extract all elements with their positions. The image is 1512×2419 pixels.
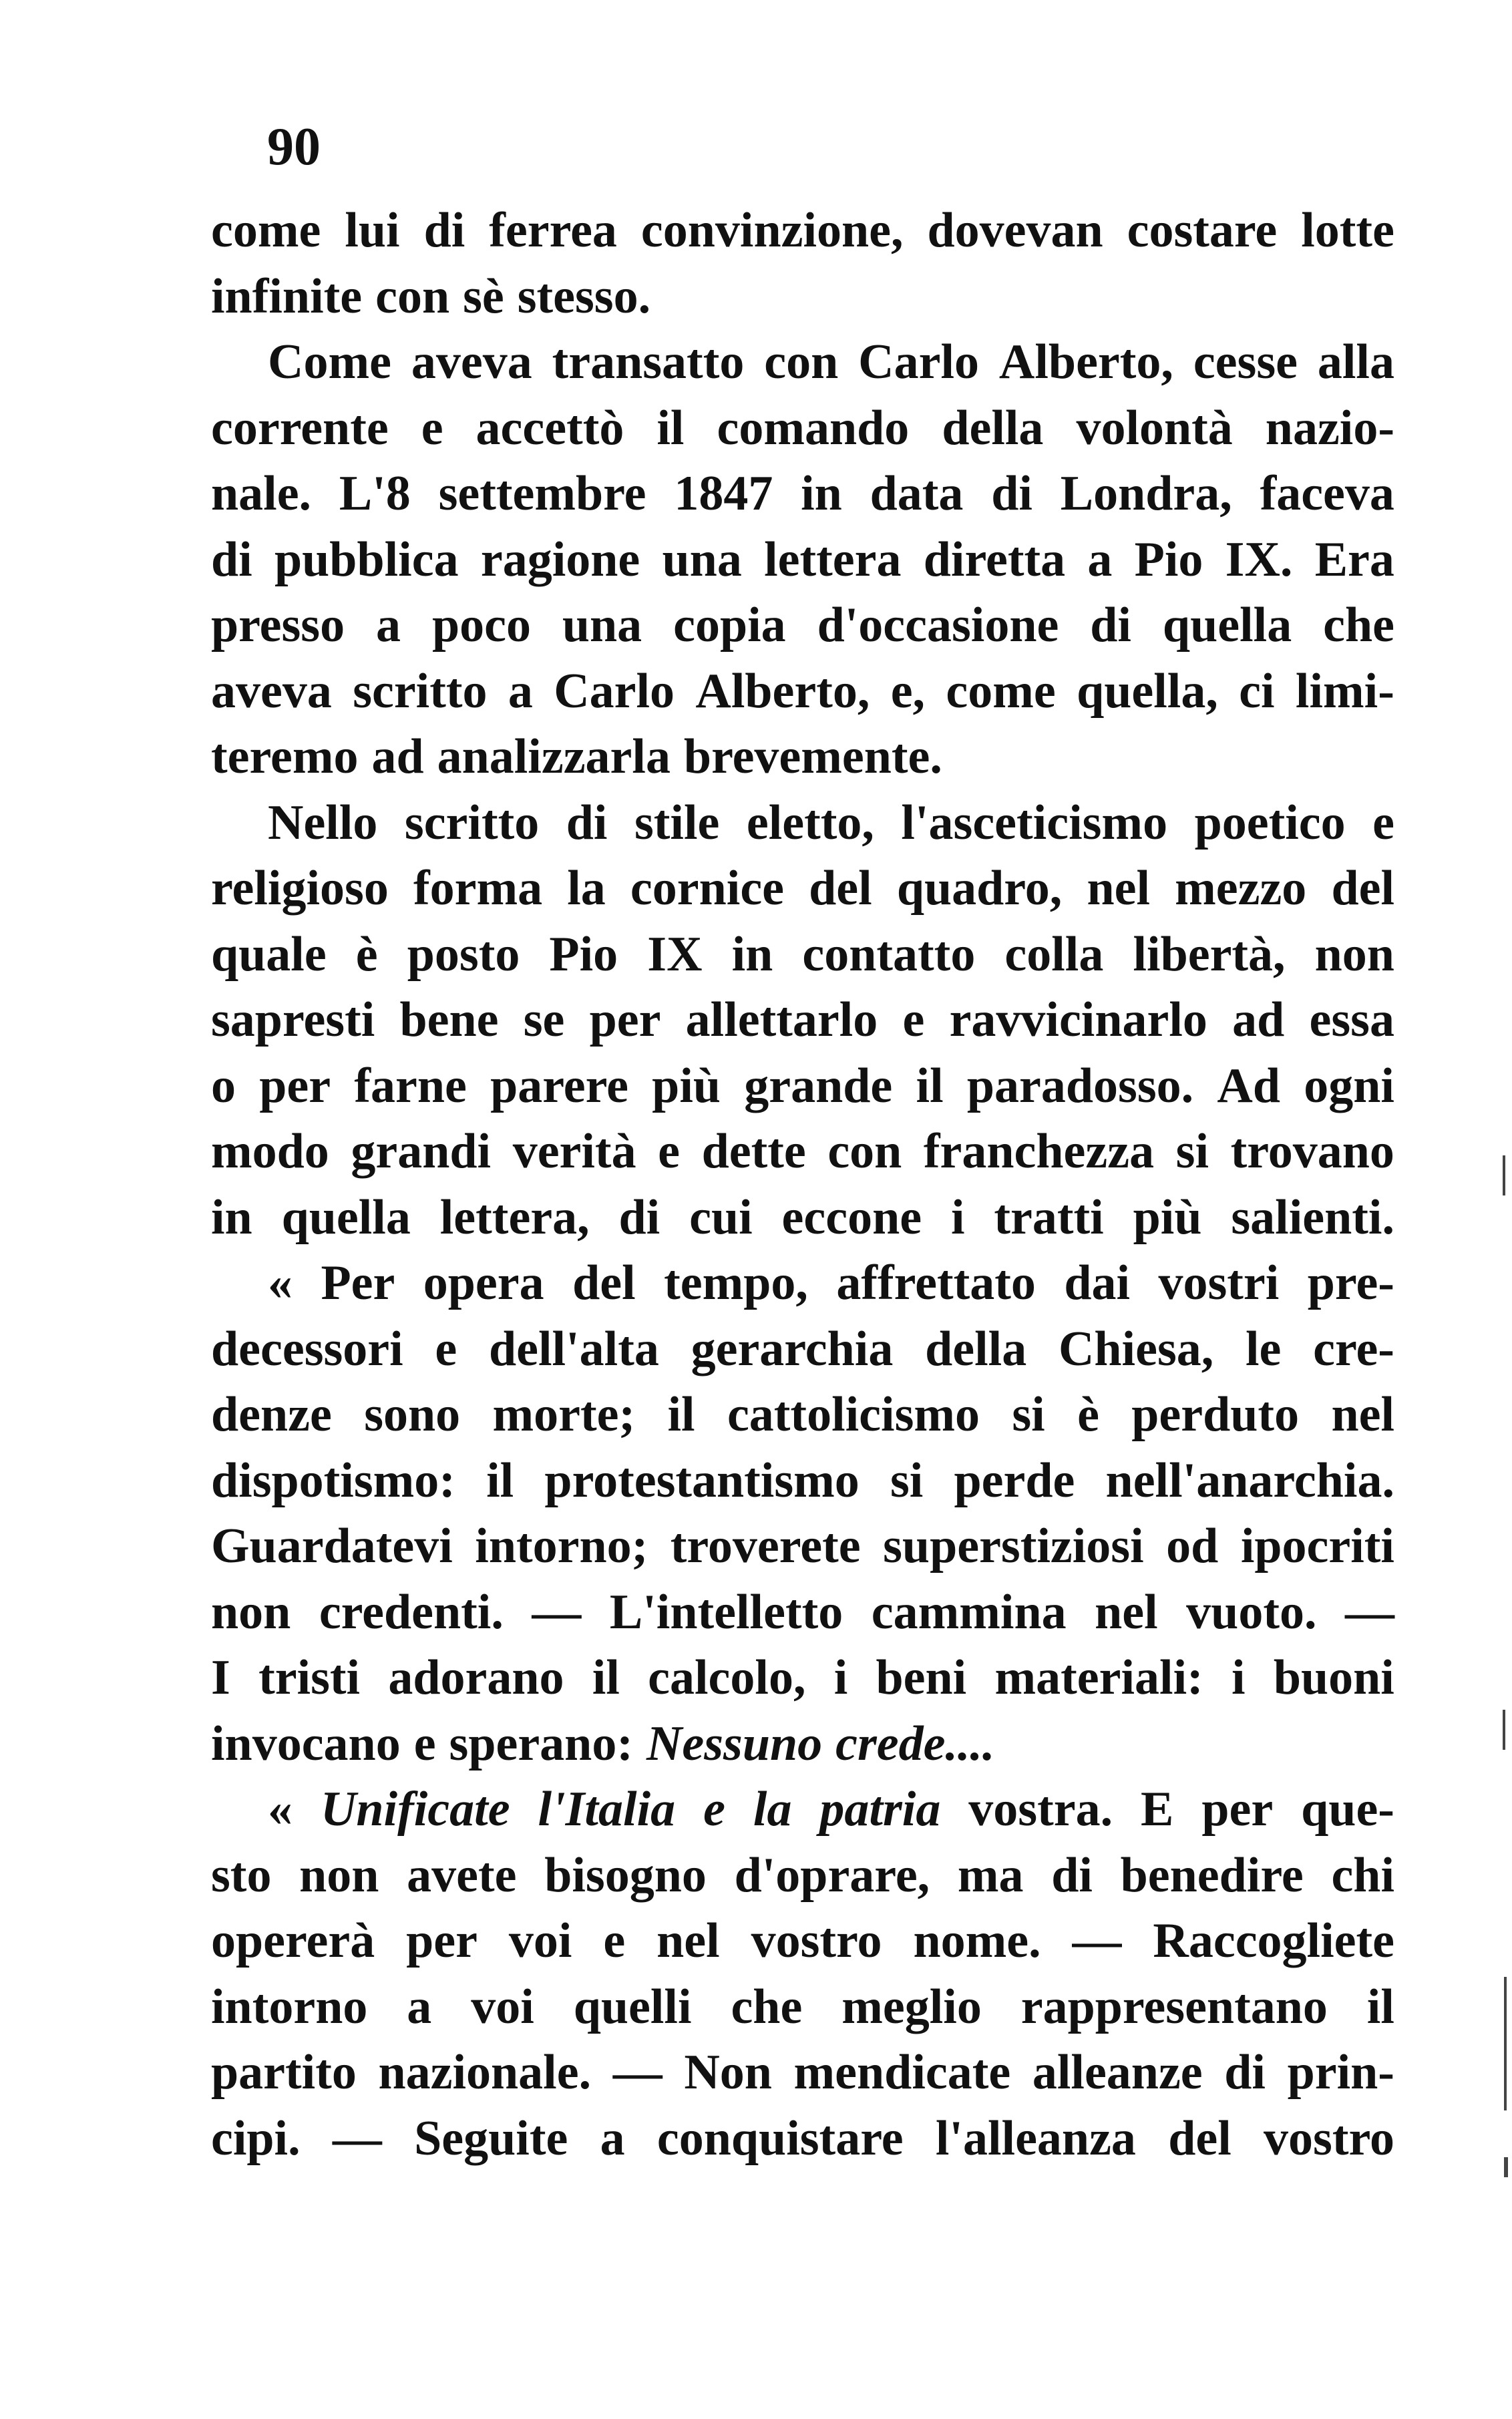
word: cammina: [871, 1584, 1067, 1640]
word: volontà: [1076, 400, 1233, 455]
word: poco: [431, 598, 531, 653]
word: infinite: [211, 268, 363, 324]
word: perde: [954, 1453, 1075, 1508]
text-line: [211, 724, 1394, 790]
word: cipi.: [211, 2110, 301, 2166]
word: vuoto.: [1186, 1584, 1317, 1640]
word: la: [567, 861, 606, 916]
word: allettarlo: [685, 992, 878, 1047]
word: grandi: [351, 1124, 492, 1179]
word: diretta: [923, 532, 1066, 587]
word: intorno;: [475, 1519, 648, 1573]
word: nel: [1087, 861, 1150, 916]
word: sperano:: [449, 1716, 633, 1771]
word: voi: [508, 1913, 572, 1968]
word: patria: [819, 1782, 941, 1837]
word: una: [562, 598, 642, 653]
word: a: [407, 1979, 432, 2034]
word: non: [299, 1847, 379, 1903]
body-text: [211, 198, 1394, 2171]
word: aveva: [211, 663, 332, 719]
word: lettera: [764, 532, 902, 587]
word: Pio: [549, 926, 618, 982]
word: materiali:: [994, 1650, 1203, 1705]
word: Pio: [1134, 532, 1203, 587]
word: di: [211, 532, 252, 587]
word: di: [566, 795, 608, 850]
word: dispotismo:: [211, 1453, 455, 1508]
word: in: [211, 1189, 252, 1245]
word: Seguite: [414, 2110, 568, 2166]
word: religioso: [211, 861, 389, 916]
word: gerarchia: [691, 1321, 894, 1376]
word: franchezza: [923, 1124, 1155, 1179]
text-line: [211, 1908, 1394, 1974]
word: vostri: [1158, 1256, 1280, 1310]
word: teremo: [211, 729, 359, 784]
word: Alberto,: [695, 663, 870, 719]
word: i: [1232, 1650, 1246, 1705]
word: prin-: [1287, 2045, 1394, 2100]
text-line: [211, 2106, 1394, 2172]
word: cui: [689, 1189, 753, 1245]
word: per: [1201, 1782, 1274, 1837]
word: Carlo: [554, 663, 675, 719]
word: morte;: [492, 1387, 636, 1442]
word: di: [618, 1189, 660, 1245]
word: quale: [211, 926, 327, 982]
word: e: [658, 1124, 681, 1179]
word: settembre: [438, 466, 646, 521]
word: opererà: [211, 1913, 375, 1968]
word: cesse: [1193, 335, 1298, 389]
word: il: [592, 1650, 620, 1705]
word: salienti.: [1231, 1189, 1394, 1245]
word: cre-: [1313, 1321, 1394, 1376]
word: limi-: [1295, 663, 1394, 719]
word: Per: [321, 1256, 395, 1310]
word: presso: [211, 598, 345, 653]
word: convinzione,: [640, 203, 904, 258]
word: voi: [471, 1979, 534, 2034]
word: essa: [1309, 992, 1394, 1047]
word: pubblica: [274, 532, 459, 587]
text-line: [211, 1185, 1394, 1251]
word: nel: [656, 1913, 720, 1968]
word: di: [991, 466, 1032, 521]
word: di: [1090, 598, 1131, 653]
word: a: [376, 598, 401, 653]
word: libertà,: [1133, 926, 1286, 982]
text-line: [211, 1711, 1394, 1777]
word: nel: [1331, 1387, 1394, 1442]
word: non: [1314, 926, 1394, 982]
word: se: [523, 992, 565, 1047]
text-line: [211, 1119, 1394, 1185]
word: dovevan: [927, 203, 1103, 258]
word: si: [1012, 1387, 1045, 1442]
scan-edge-mark: [1503, 1710, 1505, 1750]
word: decessori: [211, 1321, 403, 1376]
word: Non: [684, 2045, 772, 2100]
word: —: [332, 2110, 382, 2166]
word: que-: [1301, 1782, 1394, 1837]
word: forma: [413, 861, 543, 916]
word: ad: [371, 729, 424, 784]
word: ma: [957, 1847, 1024, 1903]
word: per: [589, 992, 661, 1047]
word: mezzo: [1175, 861, 1307, 916]
word: ragione: [480, 532, 640, 587]
word: è: [355, 926, 378, 982]
word: intorno: [211, 1979, 368, 2034]
word: nazionale.: [378, 2045, 592, 2100]
word: od: [1166, 1519, 1219, 1573]
word: di: [1224, 2045, 1266, 2100]
word: più: [652, 1058, 721, 1113]
word: quelli: [573, 1979, 692, 2034]
text-line: [211, 790, 1394, 856]
word: affrettato: [836, 1256, 1036, 1310]
text-line: [211, 527, 1394, 593]
text-line: [211, 856, 1394, 922]
word: alleanze: [1032, 2045, 1203, 2100]
word: transatto: [552, 335, 745, 389]
word: Carlo: [858, 335, 980, 389]
word: si: [1175, 1124, 1209, 1179]
word: «: [268, 1256, 293, 1310]
word: in: [801, 466, 842, 521]
word: sè: [463, 268, 504, 324]
word: il: [1366, 1979, 1394, 2034]
word: nome.: [913, 1913, 1041, 1968]
word: che: [731, 1979, 803, 2034]
word: E: [1141, 1782, 1174, 1837]
text-line: [211, 264, 1394, 330]
word: denze: [211, 1387, 332, 1442]
word: e: [413, 1716, 436, 1771]
word: nel: [1095, 1584, 1158, 1640]
word: e: [603, 1913, 626, 1968]
word: più: [1133, 1189, 1202, 1245]
word: o: [211, 1058, 236, 1113]
word: troverete: [670, 1519, 861, 1573]
text-line: [211, 1316, 1394, 1382]
text-line: [211, 1777, 1394, 1843]
word: nazio-: [1265, 400, 1394, 455]
word: data: [870, 466, 964, 521]
word: e: [902, 992, 925, 1047]
text-line: [211, 1974, 1394, 2040]
word: come: [946, 663, 1056, 719]
word: Nessuno: [646, 1716, 823, 1771]
text-line: [211, 1053, 1394, 1119]
word: il: [486, 1453, 514, 1508]
word: si: [890, 1453, 924, 1508]
word: i: [950, 1189, 965, 1245]
word: dette: [701, 1124, 806, 1179]
word: ci: [1239, 663, 1275, 719]
word: quella: [281, 1189, 411, 1245]
word: di: [1051, 1847, 1093, 1903]
word: con: [764, 335, 839, 389]
word: d'oprare,: [734, 1847, 930, 1903]
text-line: [211, 659, 1394, 725]
word: ipocriti: [1240, 1519, 1394, 1573]
word: Come: [268, 335, 391, 389]
word: copia: [673, 598, 786, 653]
word: lotte: [1301, 203, 1394, 258]
word: a: [600, 2110, 625, 2166]
word: aveva: [411, 335, 532, 389]
word: analizzarla: [437, 729, 671, 784]
word: L'intelletto: [609, 1584, 843, 1640]
word: buoni: [1273, 1650, 1394, 1705]
word: a: [1087, 532, 1113, 587]
page-number: 90: [267, 118, 321, 176]
word: IX: [647, 926, 703, 982]
word: e: [703, 1782, 725, 1837]
word: eccone: [781, 1189, 922, 1245]
word: le: [1245, 1321, 1282, 1376]
word: crede....: [835, 1716, 995, 1771]
word: di: [423, 203, 465, 258]
word: nale.: [211, 466, 312, 521]
word: ferrea: [489, 203, 617, 258]
word: benedire: [1120, 1847, 1304, 1903]
word: una: [662, 532, 742, 587]
word: 1847: [674, 466, 773, 521]
word: alla: [1317, 335, 1394, 389]
word: posto: [407, 926, 520, 982]
word: stile: [634, 795, 720, 850]
word: della: [925, 1321, 1027, 1376]
word: quella: [1162, 598, 1292, 653]
word: stesso.: [517, 268, 651, 324]
word: lettera,: [439, 1189, 590, 1245]
word: lui: [345, 203, 400, 258]
word: cornice: [630, 861, 785, 916]
word: verità: [512, 1124, 636, 1179]
word: pre-: [1307, 1256, 1394, 1310]
word: in: [731, 926, 773, 982]
word: —: [612, 2045, 663, 2100]
word: che: [1323, 598, 1394, 653]
word: la: [753, 1782, 792, 1837]
word: con: [827, 1124, 902, 1179]
word: invocano: [211, 1716, 401, 1771]
word: Alberto,: [998, 335, 1173, 389]
word: poetico: [1194, 795, 1346, 850]
text-line: [211, 1645, 1394, 1711]
word: —: [1072, 1913, 1122, 1968]
word: calcolo,: [648, 1650, 806, 1705]
text-line: [211, 922, 1394, 988]
word: Londra,: [1060, 466, 1232, 521]
text-line: [211, 592, 1394, 659]
word: IX.: [1225, 532, 1293, 587]
word: per: [259, 1058, 331, 1113]
text-line: [211, 987, 1394, 1053]
word: Unificate: [320, 1782, 510, 1837]
word: parere: [490, 1058, 628, 1113]
word: Nello: [268, 795, 378, 850]
word: Chiesa,: [1058, 1321, 1214, 1376]
word: opera: [423, 1256, 544, 1310]
text-line: [211, 329, 1394, 395]
word: superstiziosi: [883, 1519, 1144, 1573]
word: farne: [354, 1058, 467, 1113]
word: trovano: [1230, 1124, 1394, 1179]
word: perduto: [1131, 1387, 1300, 1442]
word: ogni: [1304, 1058, 1394, 1113]
word: del: [1331, 861, 1394, 916]
word: —: [1344, 1584, 1394, 1640]
word: colla: [1004, 926, 1104, 982]
word: credenti.: [319, 1584, 504, 1640]
word: —: [532, 1584, 582, 1640]
word: mendicate: [793, 2045, 1011, 2100]
scan-edge-mark: [1504, 1977, 1507, 2110]
word: tristi: [258, 1650, 361, 1705]
scan-edge-mark: [1503, 1155, 1505, 1195]
word: il: [667, 1387, 695, 1442]
scan-edge-mark: [1504, 2157, 1508, 2177]
word: adorano: [388, 1650, 564, 1705]
word: sono: [364, 1387, 461, 1442]
word: costare: [1127, 203, 1278, 258]
word: del: [809, 861, 872, 916]
text-line: [211, 198, 1394, 264]
word: contatto: [802, 926, 976, 982]
word: è: [1077, 1387, 1099, 1442]
word: scritto: [404, 795, 540, 850]
word: il: [916, 1058, 944, 1113]
word: conquistare: [656, 2110, 904, 2166]
word: sto: [211, 1847, 272, 1903]
word: l'asceticismo: [901, 795, 1168, 850]
word: e: [1372, 795, 1394, 850]
word: protestantismo: [544, 1453, 860, 1508]
word: eletto,: [746, 795, 874, 850]
word: Ad: [1217, 1058, 1280, 1113]
word: dell'alta: [489, 1321, 659, 1376]
word: cattolicismo: [727, 1387, 980, 1442]
text-line: [211, 1250, 1394, 1316]
word: vostra.: [968, 1782, 1113, 1837]
word: l'alleanza: [935, 2110, 1136, 2166]
text-line: [211, 1843, 1394, 1909]
word: il: [656, 400, 685, 455]
text-line: [211, 395, 1394, 461]
word: sapresti: [211, 992, 375, 1047]
word: per: [406, 1913, 478, 1968]
word: e,: [890, 663, 926, 719]
word: Guardatevi: [211, 1519, 453, 1573]
word: modo: [211, 1124, 329, 1179]
word: accettò: [476, 400, 624, 455]
word: ravvicinarlo: [949, 992, 1207, 1047]
word: e: [435, 1321, 457, 1376]
word: I: [211, 1650, 230, 1705]
word: del: [1168, 2110, 1232, 2166]
word: ad: [1232, 992, 1285, 1047]
word: «: [268, 1782, 293, 1837]
word: Raccogliete: [1153, 1913, 1394, 1968]
word: faceva: [1260, 466, 1394, 521]
word: bene: [399, 992, 499, 1047]
text-line: [211, 1448, 1394, 1514]
word: della: [942, 400, 1044, 455]
text-line: [211, 1513, 1394, 1579]
word: quella,: [1077, 663, 1218, 719]
word: meglio: [841, 1979, 982, 2034]
text-line: [211, 461, 1394, 527]
word: paradosso.: [966, 1058, 1194, 1113]
text-line: [211, 1382, 1394, 1448]
word: rappresentano: [1020, 1979, 1328, 2034]
word: partito: [211, 2045, 357, 2100]
word: i: [833, 1650, 848, 1705]
word: grande: [744, 1058, 893, 1113]
word: L'8: [339, 466, 411, 521]
word: non: [211, 1584, 291, 1640]
word: corrente: [211, 400, 389, 455]
word: chi: [1331, 1847, 1394, 1903]
word: tempo,: [664, 1256, 808, 1310]
word: del: [572, 1256, 636, 1310]
word: nell'anarchia.: [1105, 1453, 1394, 1508]
word: vostro: [1264, 2110, 1394, 2166]
word: tratti: [994, 1189, 1104, 1245]
word: vostro: [751, 1913, 882, 1968]
word: beni: [876, 1650, 967, 1705]
word: l'Italia: [538, 1782, 676, 1837]
word: brevemente.: [683, 729, 942, 784]
word: con: [375, 268, 450, 324]
word: a: [508, 663, 533, 719]
word: avete: [407, 1847, 517, 1903]
word: scritto: [353, 663, 488, 719]
text-line: [211, 1579, 1394, 1646]
word: e: [421, 400, 443, 455]
word: come: [211, 203, 321, 258]
word: Era: [1314, 532, 1394, 587]
text-line: [211, 2040, 1394, 2106]
word: comando: [717, 400, 910, 455]
word: dai: [1064, 1256, 1131, 1310]
word: quadro,: [896, 861, 1063, 916]
word: d'occasione: [817, 598, 1059, 653]
word: bisogno: [544, 1847, 707, 1903]
